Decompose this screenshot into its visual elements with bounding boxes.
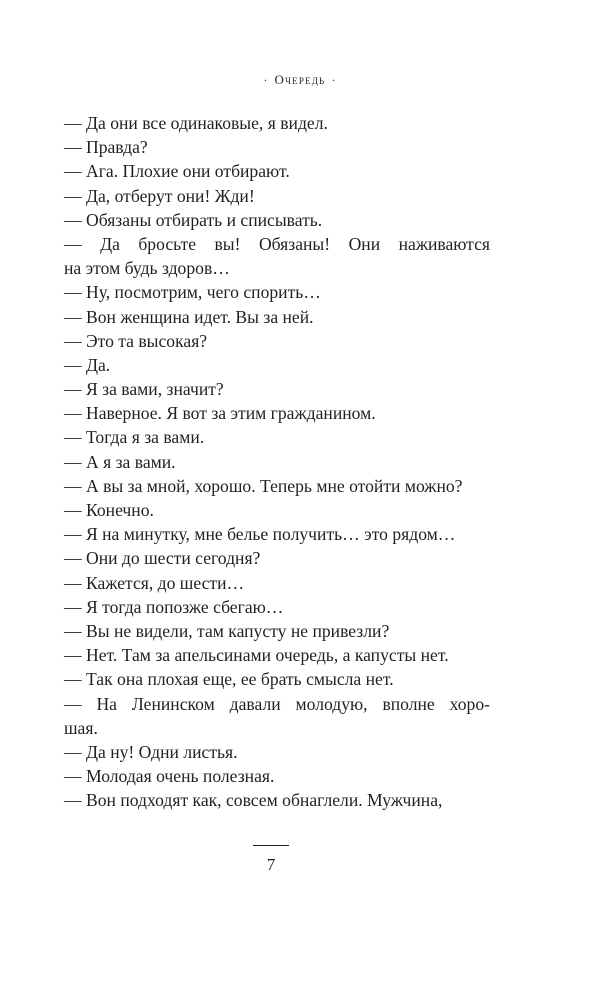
text-line: — Да они все одинаковые, я видел. — [64, 113, 328, 133]
text-line: — Ну, посмотрим, чего спорить… — [64, 282, 321, 303]
text-line: — Они до шести сегодня? — [64, 548, 261, 569]
text-line: — Вон подходят как, совсем обнаглели. Мужчина, — [64, 790, 443, 811]
text-line: — Это та высокая? — [64, 330, 208, 351]
text-line: — Обязаны отбирать и списывать. — [64, 209, 323, 230]
text-line: — Да ну! Одни листья. — [64, 741, 238, 762]
text-line: — Я за вами, значит? — [64, 379, 224, 400]
text-line: на этом будь здоров… — [64, 258, 230, 279]
text-line: — На Ленинском давали молодую, вполне хоро- — [64, 693, 490, 714]
text-line: — Да, отберут они! Жди! — [64, 185, 255, 206]
text-line: — А я за вами. — [64, 451, 176, 472]
text-line: — Так она плохая еще, ее брать смысла нет. — [64, 669, 394, 690]
dialogue-text — [64, 111, 490, 812]
text-line: — Да бросьте вы! Обязаны! Они наживаются — [64, 233, 490, 254]
ornament-right: · — [331, 73, 337, 87]
text-line: — Конечно. — [64, 500, 154, 520]
text-line: — Вы не видели, там капусту не привезли? — [64, 620, 390, 641]
running-title: Очередь — [274, 72, 326, 87]
text-line: — Я тогда попозже сбегаю… — [64, 596, 284, 617]
text-line: — Тогда я за вами. — [64, 427, 205, 448]
page-number: 7 — [266, 855, 276, 874]
text-line: — Нет. Там за апельсинами очередь, а капусты нет. — [64, 645, 449, 666]
text-line: — Правда? — [64, 137, 148, 158]
text-line: — Я на минутку, мне белье получить… это рядом… — [64, 524, 456, 545]
text-line: — Молодая очень полезная. — [64, 766, 275, 787]
text-line: — Наверное. Я вот за этим гражданином. — [64, 403, 376, 424]
text-line: — Вон женщина идет. Вы за ней. — [64, 306, 314, 327]
ornament-left: · — [263, 73, 269, 87]
footer-divider — [253, 845, 289, 846]
text-line: шая. — [64, 717, 98, 738]
running-head — [0, 72, 600, 88]
text-line: — Да. — [64, 354, 111, 375]
text-line: — Кажется, до шести… — [64, 572, 245, 593]
text-line: — Ага. Плохие они отбирают. — [64, 161, 290, 182]
text-line: — А вы за мной, хорошо. Теперь мне отойти можно? — [64, 475, 463, 496]
